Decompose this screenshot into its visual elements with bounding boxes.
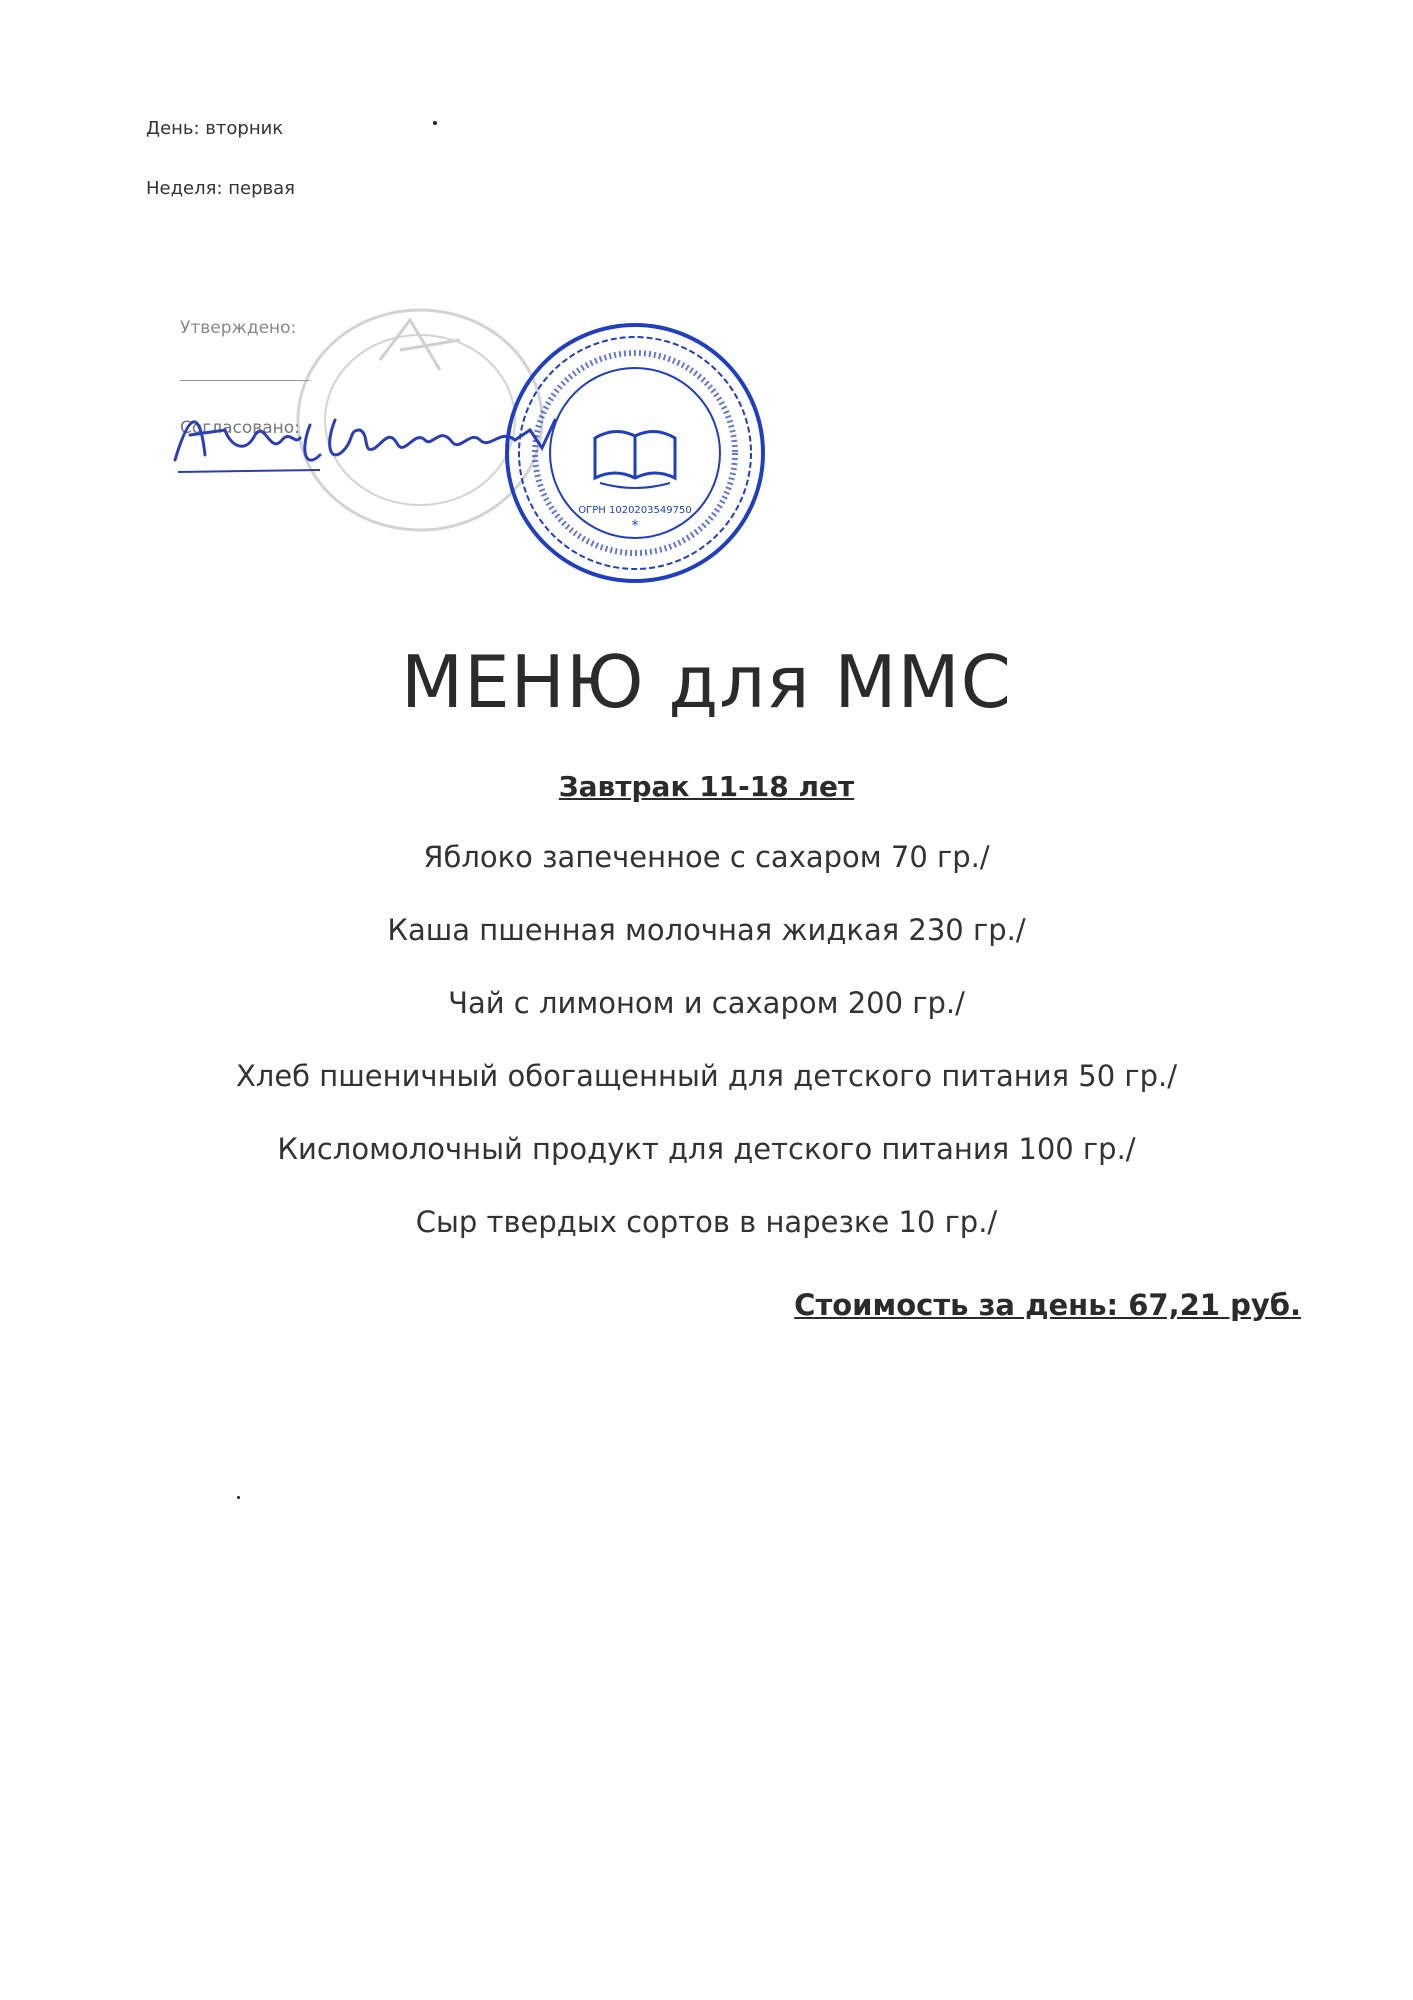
menu-item: Яблоко запеченное с сахаром 70 гр./ xyxy=(423,840,990,874)
stamp-text: ОГРН 1020203549750 xyxy=(578,505,692,516)
menu-item: Сыр твердых сортов в нарезке 10 гр./ xyxy=(415,1205,998,1239)
menu-item: Хлеб пшеничный обогащенный для детского питания 50 гр./ xyxy=(235,1059,1178,1093)
menu-item: Кисломолочный продукт для детского питания 100 гр./ xyxy=(277,1132,1136,1166)
agreed-label: Согласовано: xyxy=(180,418,300,438)
week-label: Неделя: первая xyxy=(146,178,295,199)
menu-items-list xyxy=(0,840,1413,1278)
svg-text:*: * xyxy=(631,518,639,534)
school-seal-stamp-icon xyxy=(500,318,770,588)
daily-cost: Стоимость за день: 67,21 руб. xyxy=(794,1288,1301,1322)
approved-label: Утверждено: xyxy=(180,318,297,338)
meal-subtitle: Завтрак 11-18 лет xyxy=(558,770,855,803)
paper-speck xyxy=(237,1496,240,1499)
menu-item: Каша пшенная молочная жидкая 230 гр./ xyxy=(387,913,1026,947)
paper-speck xyxy=(433,121,437,125)
signature-line xyxy=(180,380,310,381)
menu-title: МЕНЮ для ММС xyxy=(401,640,1012,724)
menu-item: Чай с лимоном и сахаром 200 гр./ xyxy=(448,986,965,1020)
day-label: День: вторник xyxy=(146,118,284,139)
